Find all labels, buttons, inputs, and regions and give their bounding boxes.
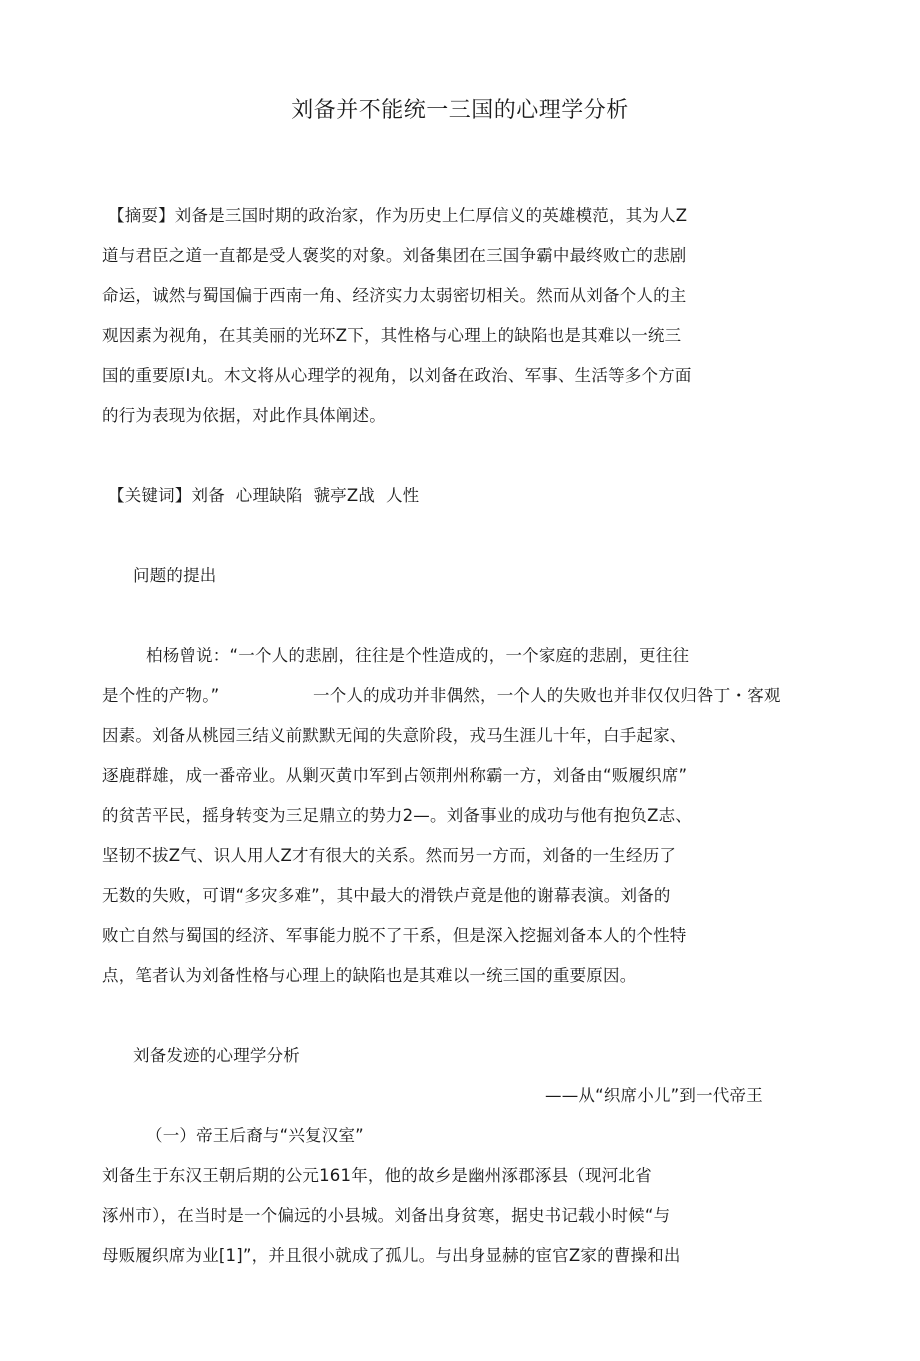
section1-line-5: 的贫苦平民，摇身转变为三足鼎立的势力2—。刘备事业的成功与他有抱负Z志、 xyxy=(102,806,693,825)
section2-subtitle: ——从“织席小儿”到一代帝王 xyxy=(545,1086,763,1105)
section1-line-8: 败亡自然与蜀国的经济、军事能力脱不了干系，但是深入挖掘刘备本人的个性特 xyxy=(102,926,687,945)
section2-line-3: 母贩履织席为业[1]”，并且很小就成了孤儿。与出身显赫的宦官Z家的曹操和出 xyxy=(102,1246,681,1265)
keywords: 【关键词】刘备 心理缺陷 虢亭Z战 人性 xyxy=(108,486,420,505)
section2-heading: 刘备发迹的心理学分析 xyxy=(133,1046,300,1065)
section1-line-1: 柏杨曾说：“一个人的悲剧，往往是个性造成的，一个家庭的悲剧，更往往 xyxy=(146,646,690,665)
abstract-line-5: 国的重要原I丸。木文将从心理学的视角，以刘备在政治、军事、生活等多个方面 xyxy=(102,366,692,385)
document-title: 刘备并不能统一三国的心理学分析 xyxy=(291,98,629,123)
section1-line-7: 无数的失败，可谓“多灾多难”，其中最大的滑铁卢竟是他的谢幕表演。刘备的 xyxy=(102,886,671,905)
section2-subheading: （一）帝王后裔与“兴复汉室” xyxy=(146,1126,364,1145)
section1-line-2b: 一个人的成功并非偶然，一个人的失败也并非仅仅归咎丁・客观 xyxy=(313,686,781,705)
abstract-line-2: 道与君臣之道一直都是受人褒奖的对象。刘备集团在三国争霸中最终败亡的悲剧 xyxy=(102,246,687,265)
section2-line-1: 刘备生于东汉王朝后期的公元161年，他的故乡是幽州涿郡涿县（现河北省 xyxy=(102,1166,652,1185)
section1-line-2a: 是个性的产物。” xyxy=(102,686,220,705)
abstract-line-1: 【摘耍】刘备是三国时期的政治家，作为历史上仁厚信义的英雄模范，其为人Z xyxy=(108,206,688,225)
section1-line-9: 点，笔者认为刘备性格与心理上的缺陷也是其难以一统三国的重要原因。 xyxy=(102,966,637,985)
section1-line-4: 逐鹿群雄，成一番帝业。从剿灭黄巾军到占领荆州称霸一方，刘备由“贩履织席” xyxy=(102,766,688,785)
section1-line-3: 因素。刘备从桃园三结义前默默无闻的失意阶段，戎马生涯儿十年，白手起家、 xyxy=(102,726,687,745)
section2-line-2: 涿州市），在当时是一个偏远的小县城。刘备出身贫寒，据史书记载小时候“与 xyxy=(102,1206,671,1225)
section1-line-6: 坚韧不拔Z气、识人用人Z才有很大的关系。然而另一方而，刘备的一生经历了 xyxy=(102,846,677,865)
abstract-line-6: 的行为表现为依据，对此作具体阐述。 xyxy=(102,406,386,425)
abstract-line-4: 观因素为视角，在其美丽的光环Z下，其性格与心理上的缺陷也是其难以一统三 xyxy=(102,326,682,345)
section1-heading: 问题的提出 xyxy=(133,566,217,585)
abstract-line-3: 命运，诚然与蜀国偏于西南一角、经济实力太弱密切相关。然而从刘备个人的主 xyxy=(102,286,687,305)
